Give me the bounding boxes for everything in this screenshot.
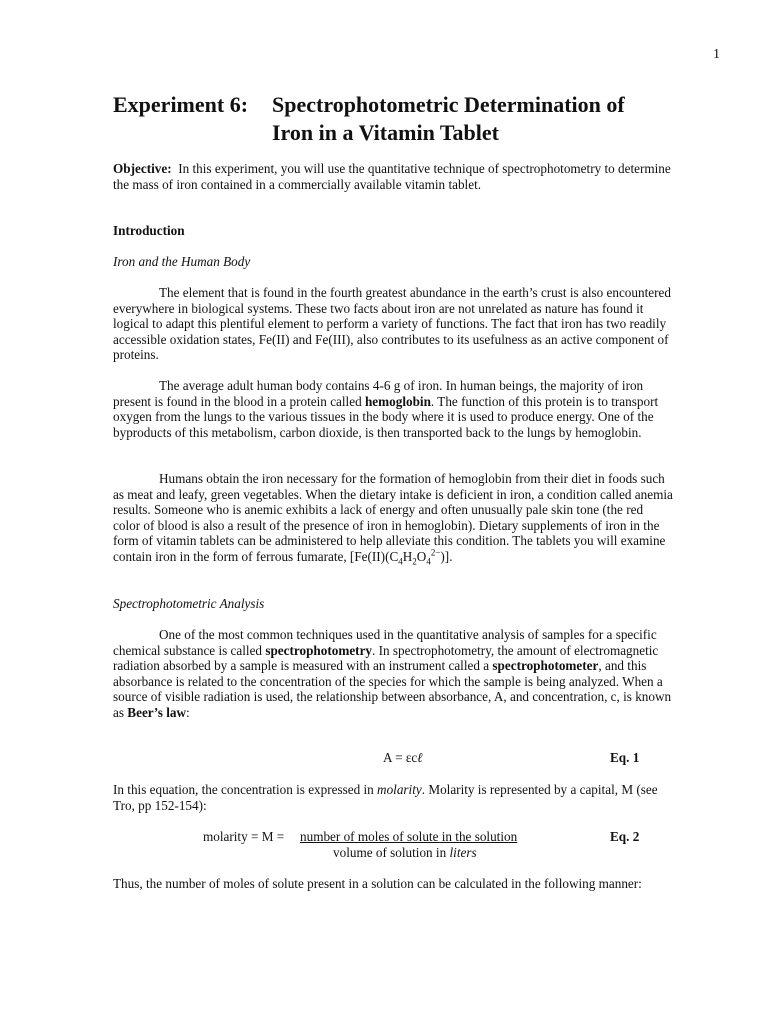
spectro-section-heading: Spectrophotometric Analysis xyxy=(113,596,265,611)
equation-2-lhs: molarity = M = xyxy=(203,829,285,844)
spectro-p-end: : xyxy=(186,704,190,720)
spectrophotometry-term: spectrophotometry xyxy=(265,642,373,658)
iron-paragraph-1-text: The element that is found in the fourth greatest abundance in the earth’s crust is also encountered everywhere in biological systems. These two facts about iron are not unrelated as nature has found it logical to adapt this plentiful element to perform a variety of functions. The fact that iron has two readily accessible oxidation states, Fe(II) and Fe(III), also contributes to its usefulness as an active component of proteins. xyxy=(113,285,671,362)
page-title xyxy=(113,92,625,118)
equation-2-denominator-text: volume of solution in xyxy=(333,845,450,860)
iron-p3-a: Humans obtain the iron necessary for the formation of hemoglobin from their diet in foods such as meat and leafy, green vegetables. When the dietary intake is deficient in iron, a condition called anemia results. Someone who is anemic exhibits a lack of energy and often unusually pale skin tone (the red color of blood is also a result of the presence of iron in hemoglobin). Dietary supplements of iron in the form of vitamin tablets can be administered to help alleviate this condition. The tablets you will examine contain iron in the form of ferrous fumarate, [Fe(II)(C xyxy=(113,471,673,564)
equation-1-ell: ℓ xyxy=(417,750,423,765)
equation-1 xyxy=(383,750,423,766)
iron-section-heading: Iron and the Human Body xyxy=(113,254,251,269)
formula-sub-c: 4 xyxy=(398,556,403,567)
formula-end: )]. xyxy=(440,548,453,564)
title-line-2: Iron in a Vitamin Tablet xyxy=(272,120,499,145)
spectro-p-b: . In spectrophotometry, the amount of electromagnetic radiation absorbed by a sample is measured with an instrument called a xyxy=(113,642,659,673)
equation-1-label: Eq. 1 xyxy=(610,750,640,765)
introduction-heading: Introduction xyxy=(113,223,185,238)
spectro-paragraph xyxy=(113,627,673,720)
objective-label: Objective: xyxy=(113,161,172,176)
spectro-p-c: , and this absorbance is related to the concentration of the species for which the sample is being analyzed. When a source of visible radiation is used, the relationship between absorbance, A, and concentration, c, is known as xyxy=(113,658,672,720)
objective-paragraph xyxy=(113,161,673,192)
hemoglobin-term: hemoglobin xyxy=(364,393,431,409)
molarity-p-b: . Molarity is represented by a capital, M (see Tro, pp 152-154): xyxy=(113,782,658,813)
formula-sub-o: 4 xyxy=(426,556,431,567)
iron-p2-a: The average adult human body contains 4-6 g of iron. In human beings, the majority of iron present is found in the blood in a protein called xyxy=(113,378,644,409)
page-number: 1 xyxy=(713,47,720,62)
molarity-paragraph xyxy=(113,782,673,813)
thus-paragraph: Thus, the number of moles of solute present in a solution can be calculated in the following manner: xyxy=(113,876,642,891)
molarity-p-a: In this equation, the concentration is expressed in xyxy=(113,782,378,797)
iron-p2-b: . The function of this protein is to transport oxygen from the lungs to the various tissues in the body where it is used to produce energy. One of the byproducts of this metabolism, carbon dioxide, is then transported back to the lungs by hemoglobin. xyxy=(113,393,659,440)
formula-h: H xyxy=(402,548,413,564)
title-line-1: Spectrophotometric Determination of xyxy=(272,92,625,117)
equation-2-label: Eq. 2 xyxy=(610,829,640,844)
beers-law-term: Beer’s law xyxy=(127,704,187,720)
molarity-term: molarity xyxy=(377,782,422,797)
objective-text: In this experiment, you will use the quantitative technique of spectrophotometry to determine the mass of iron contained in a commercially available vitamin tablet. xyxy=(113,161,671,192)
equation-2-denominator xyxy=(333,845,477,861)
title-label: Experiment 6: xyxy=(113,92,249,117)
formula-o: O xyxy=(416,548,427,564)
equation-2-numerator: number of moles of solute in the solution xyxy=(300,829,518,844)
liters-term: liters xyxy=(449,845,477,860)
iron-paragraph-1 xyxy=(113,285,673,363)
iron-paragraph-3 xyxy=(113,471,673,567)
spectrophotometer-term: spectrophotometer xyxy=(492,658,599,673)
formula-sub-h: 2 xyxy=(412,556,417,567)
iron-paragraph-2 xyxy=(113,378,673,440)
spectro-p-a: One of the most common techniques used in the quantitative analysis of samples for a specific chemical substance is called xyxy=(113,627,657,658)
formula-charge: 2− xyxy=(430,547,441,558)
equation-1-text: A = εc xyxy=(383,750,418,765)
